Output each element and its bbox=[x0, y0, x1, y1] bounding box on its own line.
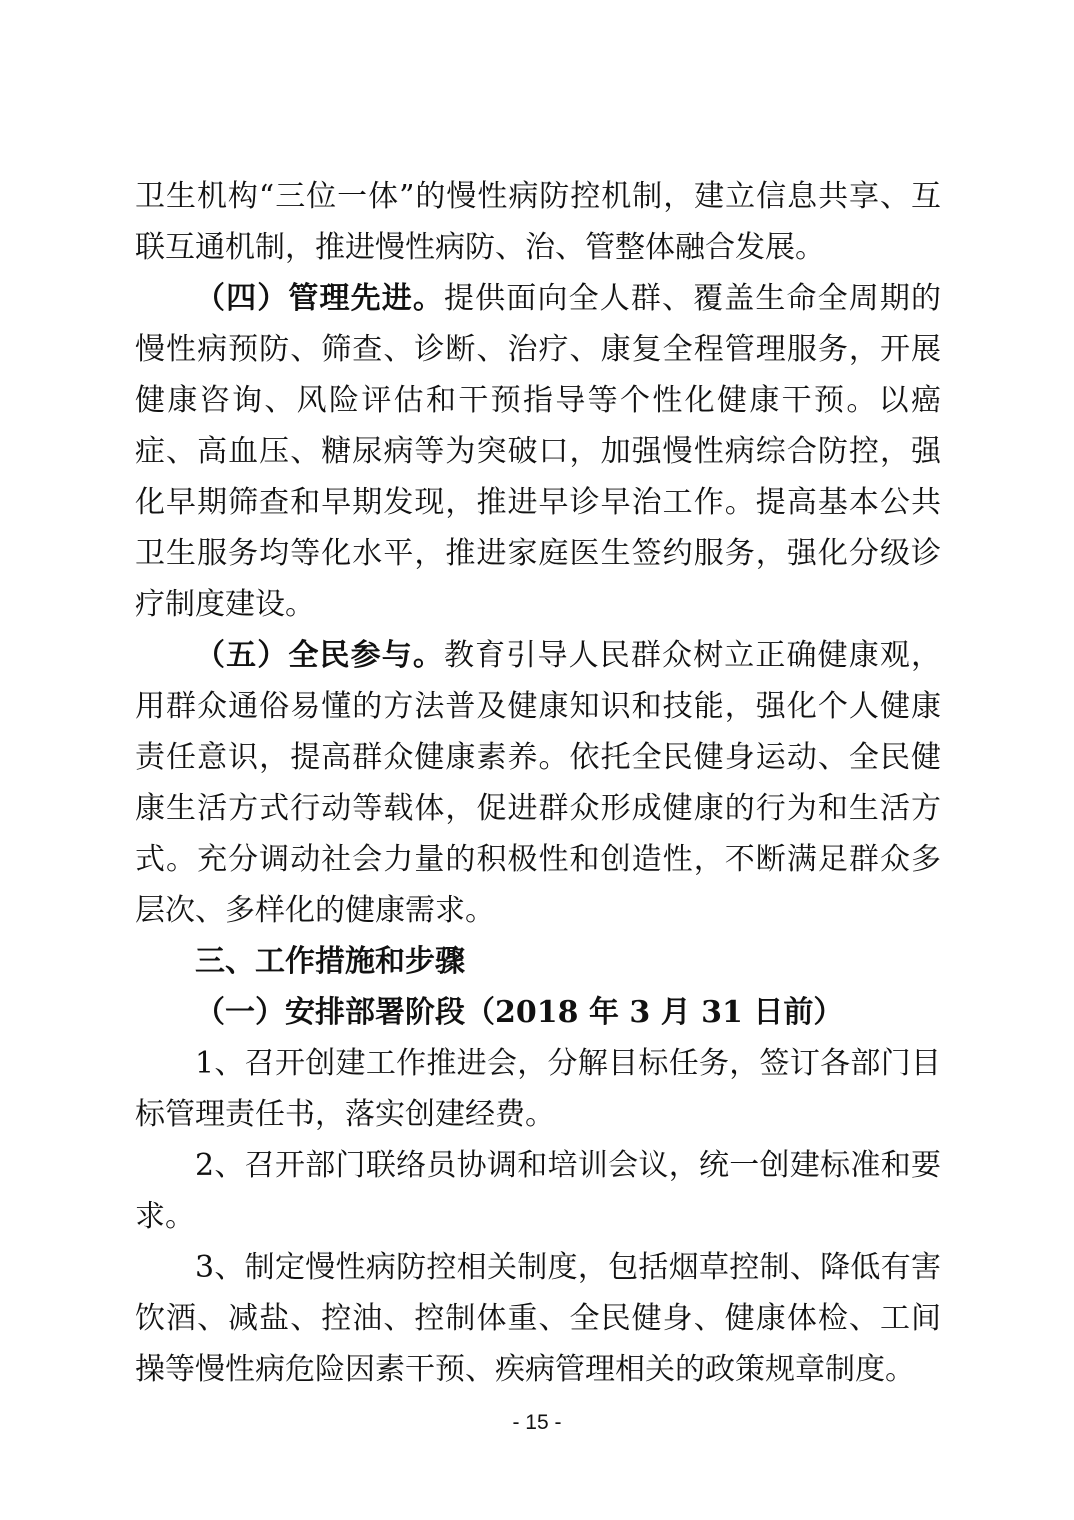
section-heading: 三、工作措施和步骤 bbox=[195, 944, 465, 979]
paragraph-text: 3、制定慢性病防控相关制度，包括烟草控制、降低有害饮酒、减盐、控油、控制体重、全民健身、健康体检、工间操等慢性病危险因素干预、疾病管理相关的政策规章制度。 bbox=[135, 1250, 941, 1387]
paragraph-text: 卫生机构“三位一体”的慢性病防控机制，建立信息共享、互联互通机制，推进慢性病防、治、管整体融合发展。 bbox=[135, 179, 941, 265]
paragraph-continuation bbox=[135, 171, 941, 273]
paragraph-text: 教育引导人民群众树立正确健康观，用群众通俗易懂的方法普及健康知识和技能，强化个人健康责任意识，提高群众健康素养。依托全民健身运动、全民健康生活方式行动等载体，促进群众形成健康的行为和生活方式。充分调动社会力量的积极性和创造性，不断满足群众多层次、多样化的健康需求。 bbox=[135, 638, 942, 928]
paragraph-lead: （五）全民参与。 bbox=[195, 638, 445, 673]
subsection-heading: （一）安排部署阶段（2018 年 3 月 31 日前） bbox=[195, 995, 844, 1030]
page-content bbox=[135, 171, 941, 1395]
numbered-item-1 bbox=[135, 1038, 941, 1140]
paragraph-text: 提供面向全人群、覆盖生命全周期的慢性病预防、筛查、诊断、治疗、康复全程管理服务，开展健康咨询、风险评估和干预指导等个性化健康干预。以癌症、高血压、糖尿病等为突破口，加强慢性病综合防控，强化早期筛查和早期发现，推进早诊早治工作。提高基本公共卫生服务均等化水平，推进家庭医生签约服务，强化分级诊疗制度建设。 bbox=[135, 281, 942, 622]
paragraph-text: 1、召开创建工作推进会，分解目标任务，签订各部门目标管理责任书，落实创建经费。 bbox=[135, 1046, 941, 1132]
paragraph-participation bbox=[135, 630, 941, 936]
numbered-item-2 bbox=[135, 1140, 941, 1242]
paragraph-lead: （四）管理先进。 bbox=[195, 281, 445, 316]
numbered-item-3 bbox=[135, 1242, 941, 1395]
paragraph-text: 2、召开部门联络员协调和培训会议，统一创建标准和要求。 bbox=[135, 1148, 941, 1234]
page-number: - 15 - bbox=[512, 1411, 562, 1434]
paragraph-management bbox=[135, 273, 941, 630]
